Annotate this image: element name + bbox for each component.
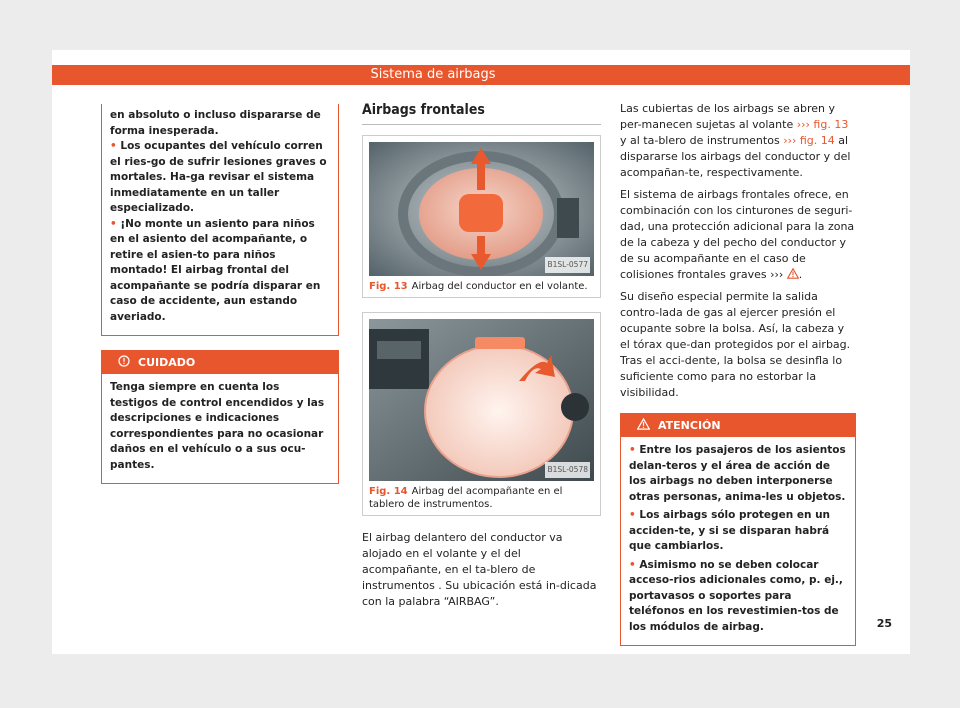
body-paragraph: El sistema de airbags frontales ofrece, en combinación con los cinturones de seguri-dad, una protección adicional para la zona de la cabeza y del pecho del conductor y de su acompañante en el caso de colisiones frontales graves ››› . — [620, 188, 855, 281]
bullet-icon: • — [110, 140, 121, 152]
figure-reference-link[interactable]: ››› fig. 13 — [796, 118, 849, 131]
attention-header — [621, 414, 855, 437]
caution-box — [101, 350, 339, 484]
manual-page — [52, 50, 910, 654]
caution-header — [102, 351, 338, 374]
bullet-icon: • — [110, 217, 121, 230]
left-column — [101, 104, 339, 484]
warning-reference-link[interactable]: ››› . — [770, 268, 803, 281]
page-header — [52, 65, 910, 85]
right-column — [620, 101, 856, 646]
bullet-icon: • — [629, 558, 640, 571]
figure-label: Fig. 14 — [369, 486, 408, 497]
warning-intro: en absoluto o incluso dispararse de forma inesperada. — [110, 109, 321, 137]
image-code: B1SL-0578 — [545, 462, 590, 478]
figure-caption: Fig. 14 Airbag del acompañante en el tablero de instrumentos. — [369, 486, 563, 510]
header-title: Sistema de airbags — [370, 67, 496, 82]
figure-13 — [362, 135, 601, 298]
body-paragraph: Las cubiertas de los airbags se abren y per-manecen sujetas al volante ››› fig. 13 y al ta-blero de instrumentos ››› fig. 14 al dispararse los airbags del conductor y del acompañan-te, respectivamente. — [620, 102, 851, 179]
figure-caption: Fig. 13 Airbag del conductor en el volante. — [369, 281, 588, 292]
attention-body — [621, 437, 855, 645]
warning-bullet: • Los ocupantes del vehículo corren el ries-go de sufrir lesiones graves o mortales. Ha-ga revisar el sistema inmediatamente en un taller especializado. — [110, 140, 327, 214]
caution-text: Tenga siempre en cuenta los testigos de control encendidos y las descripciones e indicaciones correspondientes para no ocasionar daños en el vehículo o a sus ocu-pantes. — [110, 381, 325, 471]
attention-bullet: • Asimismo no se deben colocar acceso-rios adicionales como, p. ej., portavasos o soportes para teléfonos en los revestimien-tos de los módulos de airbag. — [629, 558, 843, 633]
info-circle-icon — [118, 351, 130, 374]
figure-14 — [362, 312, 601, 516]
attention-bullet: • Los airbags sólo protegen en un acciden-te, y si se disparan habrá que cambiarlos. — [629, 509, 831, 552]
warning-bullet: • ¡No monte un asiento para niños en el asiento del acompañante, o retire el asien-to para niños montado! El airbag frontal del acompañante se podría disparar en caso de accidente, aun estando averiado. — [110, 217, 321, 323]
bullet-icon: • — [629, 509, 640, 521]
attention-title: ATENCIÓN — [658, 419, 721, 432]
warning-box-continued — [101, 104, 339, 336]
warning-triangle-icon — [637, 414, 650, 437]
page-number: 25 — [876, 617, 892, 630]
passenger-airbag-image — [369, 319, 594, 481]
section-title: Airbags frontales — [362, 102, 601, 125]
image-code: B1SL-0577 — [545, 257, 590, 273]
figure-reference-link[interactable]: ››› fig. 14 — [783, 134, 835, 147]
body-paragraph: Su diseño especial permite la salida contro-lada de gas al ejercer presión el ocupante sobre la bolsa. Así, la cabeza y el tórax que-dan protegidos por el airbag. Tras el acci-dente, la bolsa se desinfla lo suficiente como para no estorbar la visibilidad. — [620, 290, 851, 399]
warning-triangle-icon — [787, 268, 799, 279]
middle-column — [362, 102, 601, 616]
attention-box — [620, 413, 856, 646]
steering-wheel-airbag-image — [369, 142, 594, 276]
attention-bullet: • Entre los pasajeros de los asientos delan-teros y el área de acción de los airbags no deben interponerse otras personas, anima-les u objetos. — [629, 444, 846, 503]
body-paragraph: El airbag delantero del conductor va alojado en el volante y el del acompañante, en el ta-blero de instrumentos . Su ubicación está in-dicada con la palabra “AIRBAG”. — [362, 531, 597, 608]
bullet-icon: • — [629, 444, 640, 456]
caution-title: CUIDADO — [138, 356, 196, 369]
figure-label: Fig. 13 — [369, 281, 408, 292]
